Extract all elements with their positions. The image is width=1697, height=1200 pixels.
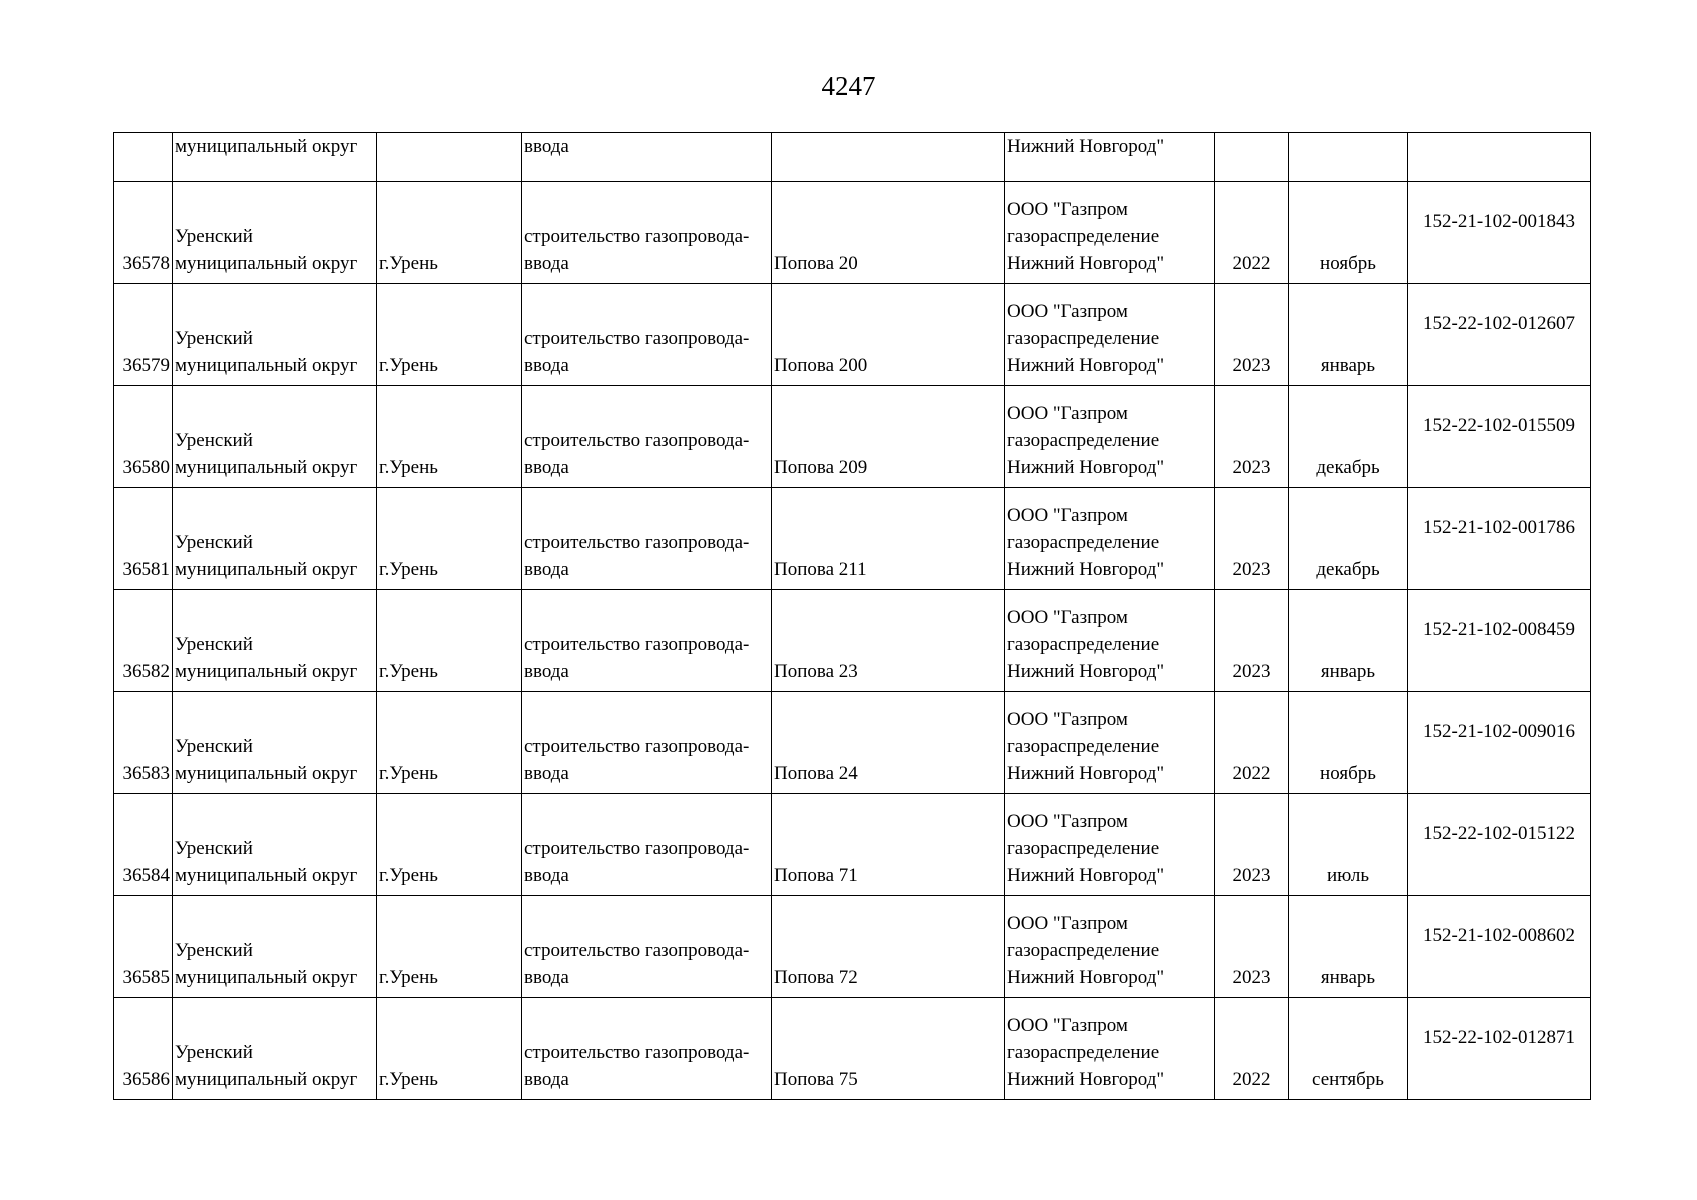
cell-year: 2023 bbox=[1215, 488, 1289, 590]
cell-month: январь bbox=[1289, 590, 1408, 692]
work-line-2: ввода bbox=[524, 457, 569, 478]
work-line-1: строительство газопровода- bbox=[524, 634, 750, 655]
cell-month: январь bbox=[1289, 896, 1408, 998]
cell-number: 36582 bbox=[114, 590, 173, 692]
district-line-1: Уренский bbox=[175, 226, 253, 247]
org-line-2: газораспределение bbox=[1007, 226, 1160, 247]
table-row-continuation bbox=[114, 133, 1591, 182]
work-line-2: ввода bbox=[524, 253, 569, 274]
cell-work-type bbox=[522, 488, 772, 590]
cell-month: январь bbox=[1289, 284, 1408, 386]
table-row bbox=[114, 692, 1591, 794]
org-line-3: Нижний Новгород" bbox=[1007, 559, 1165, 580]
cell-address: Попова 24 bbox=[772, 692, 1005, 794]
cell-district bbox=[173, 488, 377, 590]
district-line-1: Уренский bbox=[175, 430, 253, 451]
cell-locality: г.Урень bbox=[377, 692, 522, 794]
cell-organization bbox=[1005, 386, 1215, 488]
work-line-1: строительство газопровода- bbox=[524, 940, 750, 961]
cell-district bbox=[173, 998, 377, 1100]
work-line-2: ввода bbox=[524, 559, 569, 580]
cell-work-type bbox=[522, 284, 772, 386]
org-line-3: Нижний Новгород" bbox=[1007, 865, 1165, 886]
cell-month: ноябрь bbox=[1289, 182, 1408, 284]
cell-year bbox=[1215, 133, 1289, 182]
district-line-1: Уренский bbox=[175, 328, 253, 349]
cell-number: 36584 bbox=[114, 794, 173, 896]
cell-number: 36581 bbox=[114, 488, 173, 590]
cell-address: Попова 71 bbox=[772, 794, 1005, 896]
cell-address bbox=[772, 133, 1005, 182]
org-line-3: Нижний Новгород" bbox=[1007, 967, 1165, 988]
cell-work-type bbox=[522, 386, 772, 488]
cell-code: 152-22-102-012871 bbox=[1408, 998, 1591, 1100]
cell-address: Попова 20 bbox=[772, 182, 1005, 284]
cell-month bbox=[1289, 133, 1408, 182]
cell-organization bbox=[1005, 488, 1215, 590]
org-line-1: ООО "Газпром bbox=[1007, 199, 1128, 220]
org-line-1: ООО "Газпром bbox=[1007, 505, 1128, 526]
work-line-1: строительство газопровода- bbox=[524, 838, 750, 859]
org-line-3: Нижний Новгород" bbox=[1007, 457, 1165, 478]
cell-number: 36585 bbox=[114, 896, 173, 998]
cell-year: 2023 bbox=[1215, 386, 1289, 488]
cell-locality: г.Урень bbox=[377, 998, 522, 1100]
work-line-2: ввода bbox=[524, 763, 569, 784]
cell-district bbox=[173, 896, 377, 998]
cell-number: 36583 bbox=[114, 692, 173, 794]
district-line-2: муниципальный округ bbox=[175, 967, 358, 988]
cell-locality: г.Урень bbox=[377, 182, 522, 284]
org-line-3: Нижний Новгород" bbox=[1007, 253, 1165, 274]
work-line-1: строительство газопровода- bbox=[524, 226, 750, 247]
cell-code: 152-22-102-015122 bbox=[1408, 794, 1591, 896]
cell-address: Попова 23 bbox=[772, 590, 1005, 692]
cell-district bbox=[173, 692, 377, 794]
work-line-1: строительство газопровода- bbox=[524, 736, 750, 757]
cell-organization bbox=[1005, 896, 1215, 998]
org-line-2: газораспределение bbox=[1007, 532, 1160, 553]
district-line-2: муниципальный округ bbox=[175, 1069, 358, 1090]
cell-locality bbox=[377, 133, 522, 182]
work-line-1: строительство газопровода- bbox=[524, 532, 750, 553]
district-line-2: муниципальный округ bbox=[175, 865, 358, 886]
cell-code: 152-21-102-008459 bbox=[1408, 590, 1591, 692]
cell-year: 2022 bbox=[1215, 692, 1289, 794]
org-line-1: ООО "Газпром bbox=[1007, 1015, 1128, 1036]
cell-number: 36586 bbox=[114, 998, 173, 1100]
cell-number: 36580 bbox=[114, 386, 173, 488]
org-line-3: Нижний Новгород" bbox=[1007, 355, 1165, 376]
org-line-1: ООО "Газпром bbox=[1007, 607, 1128, 628]
cell-number bbox=[114, 133, 173, 182]
cell-month: сентябрь bbox=[1289, 998, 1408, 1100]
district-line-1: Уренский bbox=[175, 634, 253, 655]
org-line-2: газораспределение bbox=[1007, 736, 1160, 757]
cell-year: 2023 bbox=[1215, 590, 1289, 692]
cell-district bbox=[173, 284, 377, 386]
cell-year: 2023 bbox=[1215, 284, 1289, 386]
district-line-2: муниципальный округ bbox=[175, 661, 358, 682]
district-line-1: Уренский bbox=[175, 532, 253, 553]
work-line-1: строительство газопровода- bbox=[524, 328, 750, 349]
cell-district bbox=[173, 182, 377, 284]
cell-organization bbox=[1005, 590, 1215, 692]
registry-table bbox=[113, 132, 1591, 1100]
work-line-2: ввода bbox=[524, 355, 569, 376]
cell-year: 2023 bbox=[1215, 896, 1289, 998]
table-row bbox=[114, 284, 1591, 386]
cell-district bbox=[173, 590, 377, 692]
cell-organization bbox=[1005, 998, 1215, 1100]
org-line-1: ООО "Газпром bbox=[1007, 913, 1128, 934]
org-line-2: газораспределение bbox=[1007, 634, 1160, 655]
table-row bbox=[114, 386, 1591, 488]
cell-code: 152-22-102-012607 bbox=[1408, 284, 1591, 386]
org-line-1: ООО "Газпром bbox=[1007, 709, 1128, 730]
table-row bbox=[114, 896, 1591, 998]
table-row bbox=[114, 488, 1591, 590]
org-line-2: газораспределение bbox=[1007, 838, 1160, 859]
cell-number: 36579 bbox=[114, 284, 173, 386]
cell-district bbox=[173, 794, 377, 896]
work-line-2: ввода bbox=[524, 1069, 569, 1090]
cell-year: 2023 bbox=[1215, 794, 1289, 896]
district-line-1: Уренский bbox=[175, 736, 253, 757]
cell-work-type: ввода bbox=[522, 133, 772, 182]
cell-month: ноябрь bbox=[1289, 692, 1408, 794]
cell-code: 152-22-102-015509 bbox=[1408, 386, 1591, 488]
cell-address: Попова 209 bbox=[772, 386, 1005, 488]
cell-address: Попова 75 bbox=[772, 998, 1005, 1100]
district-line-2: муниципальный округ bbox=[175, 763, 358, 784]
cell-code: 152-21-102-001786 bbox=[1408, 488, 1591, 590]
table-row bbox=[114, 590, 1591, 692]
cell-work-type bbox=[522, 794, 772, 896]
cell-locality: г.Урень bbox=[377, 386, 522, 488]
cell-year: 2022 bbox=[1215, 182, 1289, 284]
cell-organization bbox=[1005, 182, 1215, 284]
org-line-1: ООО "Газпром bbox=[1007, 403, 1128, 424]
cell-work-type bbox=[522, 998, 772, 1100]
cell-month: декабрь bbox=[1289, 386, 1408, 488]
cell-address: Попова 211 bbox=[772, 488, 1005, 590]
org-line-1: ООО "Газпром bbox=[1007, 811, 1128, 832]
cell-code: 152-21-102-008602 bbox=[1408, 896, 1591, 998]
cell-address: Попова 200 bbox=[772, 284, 1005, 386]
cell-work-type bbox=[522, 692, 772, 794]
org-line-2: газораспределение bbox=[1007, 328, 1160, 349]
cell-organization bbox=[1005, 692, 1215, 794]
cell-month: июль bbox=[1289, 794, 1408, 896]
cell-locality: г.Урень bbox=[377, 590, 522, 692]
cell-organization bbox=[1005, 794, 1215, 896]
work-line-2: ввода bbox=[524, 661, 569, 682]
cell-locality: г.Урень bbox=[377, 794, 522, 896]
work-line-2: ввода bbox=[524, 865, 569, 886]
table-body bbox=[114, 133, 1591, 1100]
work-line-1: строительство газопровода- bbox=[524, 430, 750, 451]
cell-code: 152-21-102-001843 bbox=[1408, 182, 1591, 284]
district-line-1: Уренский bbox=[175, 1042, 253, 1063]
cell-locality: г.Урень bbox=[377, 284, 522, 386]
work-line-1: строительство газопровода- bbox=[524, 1042, 750, 1063]
district-line-2: муниципальный округ bbox=[175, 253, 358, 274]
cell-year: 2022 bbox=[1215, 998, 1289, 1100]
cell-organization: Нижний Новгород" bbox=[1005, 133, 1215, 182]
cell-code: 152-21-102-009016 bbox=[1408, 692, 1591, 794]
cell-work-type bbox=[522, 590, 772, 692]
cell-district: муниципальный округ bbox=[173, 133, 377, 182]
table-row bbox=[114, 182, 1591, 284]
page-number: 4247 bbox=[821, 71, 876, 101]
district-line-2: муниципальный округ bbox=[175, 355, 358, 376]
district-line-1: Уренский bbox=[175, 940, 253, 961]
org-line-2: газораспределение bbox=[1007, 430, 1160, 451]
org-line-3: Нижний Новгород" bbox=[1007, 763, 1165, 784]
work-line-2: ввода bbox=[524, 967, 569, 988]
cell-district bbox=[173, 386, 377, 488]
org-line-2: газораспределение bbox=[1007, 1042, 1160, 1063]
district-line-2: муниципальный округ bbox=[175, 457, 358, 478]
cell-month: декабрь bbox=[1289, 488, 1408, 590]
org-line-3: Нижний Новгород" bbox=[1007, 1069, 1165, 1090]
cell-number: 36578 bbox=[114, 182, 173, 284]
cell-address: Попова 72 bbox=[772, 896, 1005, 998]
cell-organization bbox=[1005, 284, 1215, 386]
cell-work-type bbox=[522, 182, 772, 284]
table-row bbox=[114, 998, 1591, 1100]
district-line-2: муниципальный округ bbox=[175, 559, 358, 580]
cell-code bbox=[1408, 133, 1591, 182]
org-line-2: газораспределение bbox=[1007, 940, 1160, 961]
org-line-3: Нижний Новгород" bbox=[1007, 661, 1165, 682]
cell-locality: г.Урень bbox=[377, 488, 522, 590]
district-line-1: Уренский bbox=[175, 838, 253, 859]
cell-locality: г.Урень bbox=[377, 896, 522, 998]
table-row bbox=[114, 794, 1591, 896]
org-line-1: ООО "Газпром bbox=[1007, 301, 1128, 322]
cell-work-type bbox=[522, 896, 772, 998]
